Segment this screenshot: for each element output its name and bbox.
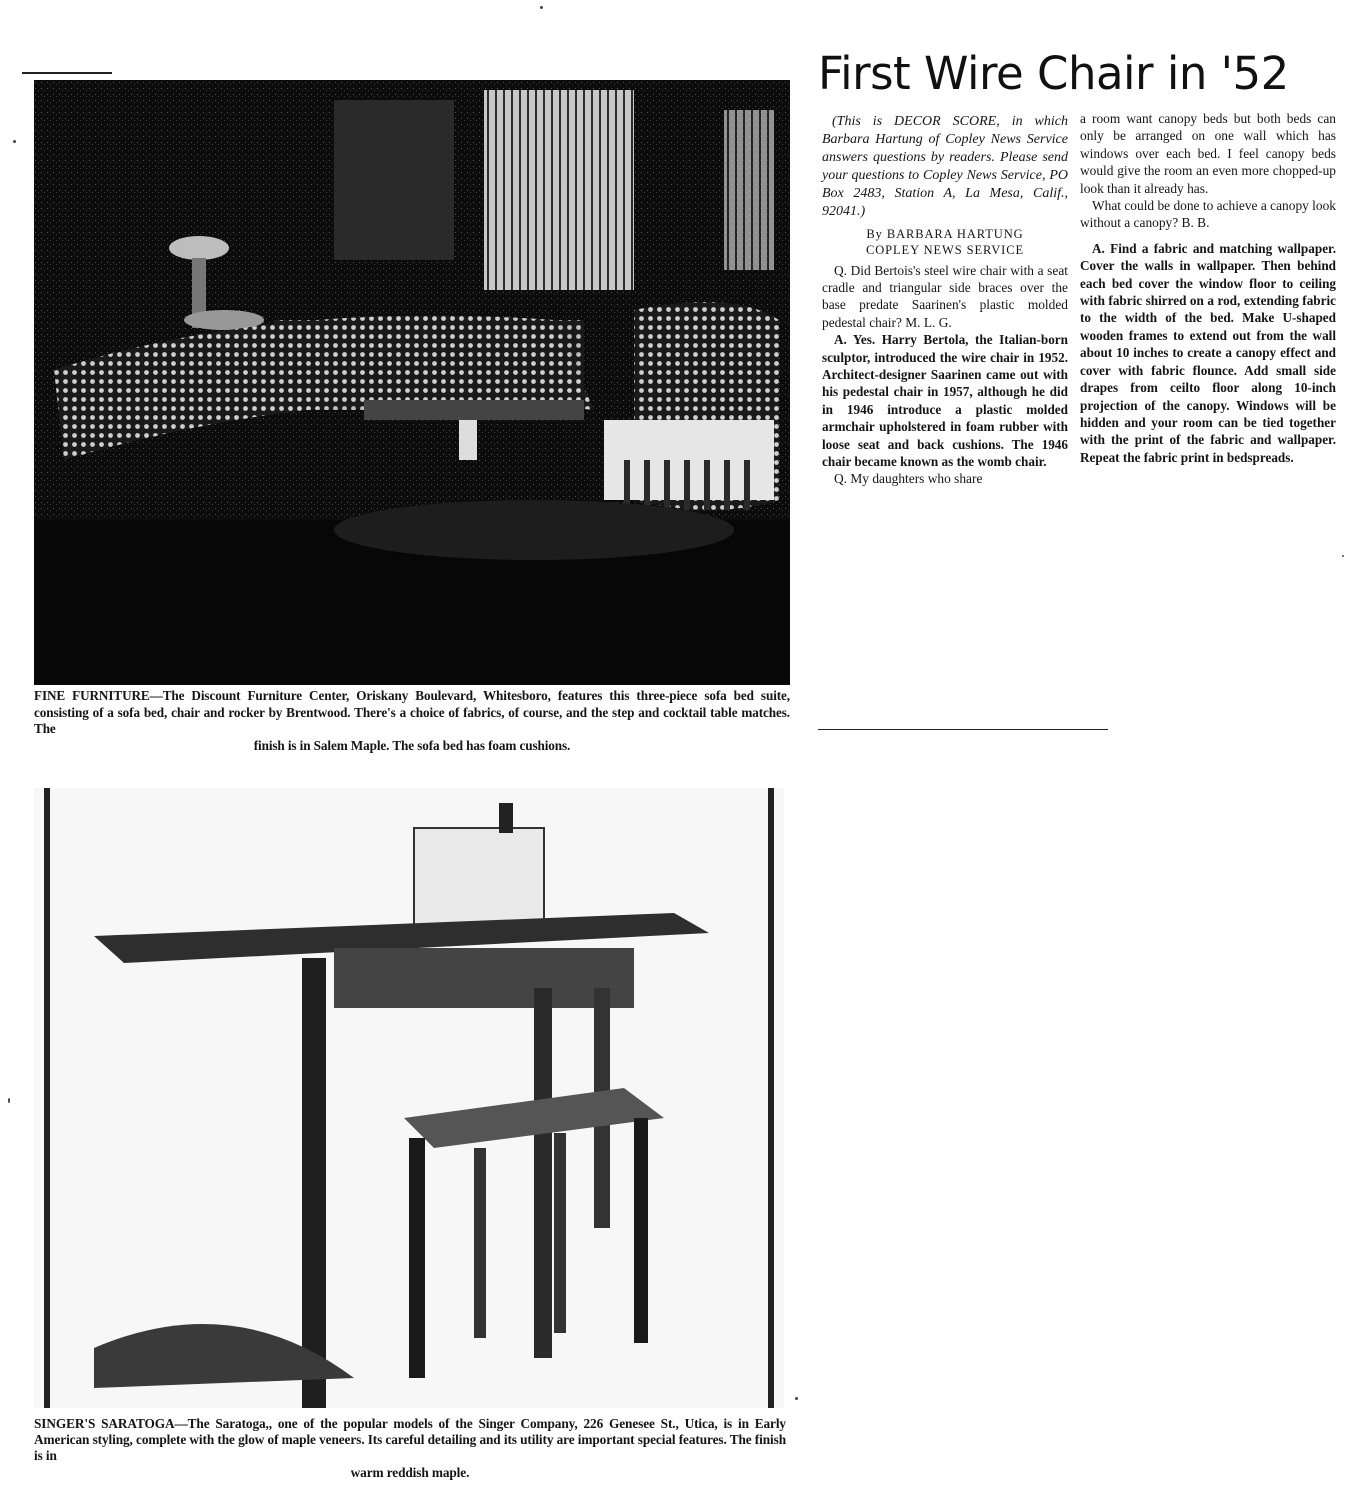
question-1: Q. Did Bertois's steel wire chair with a seat cradle and triangular side braces over the base predate Saarinen's plastic molded pedestal chair? M. L. G.	[822, 262, 1068, 330]
scan-speck	[1342, 555, 1344, 557]
article-intro: (This is DECOR SCORE, in which Barbara Hartung of Copley News Service answers questions by readers. Please send your questions to Copley News Service, PO Box 2483, Station A, La Mesa, Calif., 92041.)	[822, 114, 1068, 220]
top-rule	[22, 72, 112, 74]
fine-furniture-caption-last: finish is in Salem Maple. The sofa bed has foam cushions.	[253, 737, 571, 753]
scan-speck	[540, 6, 543, 9]
singer-saratoga-caption	[34, 1416, 786, 1481]
question-2-start: Q. My daughters who share	[834, 471, 983, 487]
question-2-continued: a room want canopy beds but both beds can only be arranged on one wall which has windows over each bed. I feel canopy beds would give the room an even more chopped-up look than it already has.	[1080, 111, 1336, 196]
fine-furniture-caption	[34, 688, 790, 754]
byline-author: By BARBARA HARTUNG	[866, 226, 1024, 241]
question-2-end: What could be done to achieve a canopy look without a canopy? B. B.	[1080, 198, 1336, 231]
byline	[822, 226, 1068, 258]
scan-speck	[8, 1098, 10, 1103]
column-end-rule	[818, 729, 1108, 730]
answer-2: A. Find a fabric and matching wallpaper. Cover the walls in wallpaper. Then behind each bed cover the window floor to ceiling with fabric shirred on a rod, extending fabric to the width of the bed. Make U-shaped wooden frames to extend out from the wall about 10 inches to create a canopy effect and cover with fabric flounce. Add small side drapes from ceilto floor along 10-inch projection of the canopy. Windows will be hidden and your room can be tied together with the print of the fabric and wallpaper. Repeat the fabric print in bedspreads.	[1080, 240, 1336, 465]
scan-speck	[13, 140, 16, 143]
singer-saratoga-caption-text: SINGER'S SARATOGA—The Saratoga,, one of the popular models of the Singer Company, 226 Genesee St., Utica, is in Early American styling, complete with the glow of maple veneers. Its careful detailing and its utility are important special features. The finish is in	[34, 1416, 786, 1464]
scan-speck	[795, 1397, 798, 1400]
article-column-1	[822, 113, 1068, 488]
byline-service: COPLEY NEWS SERVICE	[866, 242, 1024, 257]
singer-saratoga-photo	[34, 788, 784, 1408]
fine-furniture-caption-text: FINE FURNITURE—The Discount Furniture Center, Oriskany Boulevard, Whitesboro, features this three-piece sofa bed suite, consisting of a sofa bed, chair and rocker by Brentwood. There's a choice of fabrics, of course, and the step and cocktail table matches. The	[34, 688, 790, 736]
article-column-2	[1080, 110, 1336, 466]
answer-1: A. Yes. Harry Bertola, the Italian-born sculptor, introduced the wire chair in 1952. Architect-designer Saarinen came out with his pedestal chair in 1957, although he did in 1946 introduce a plastic molded armchair upholstered in foam rubber with loose seat and back cushions. The 1946 chair became known as the womb chair.	[822, 332, 1068, 470]
article-headline: First Wire Chair in '52	[818, 47, 1289, 100]
singer-saratoga-caption-last: warm reddish maple.	[350, 1464, 470, 1480]
fine-furniture-photo	[34, 80, 790, 685]
